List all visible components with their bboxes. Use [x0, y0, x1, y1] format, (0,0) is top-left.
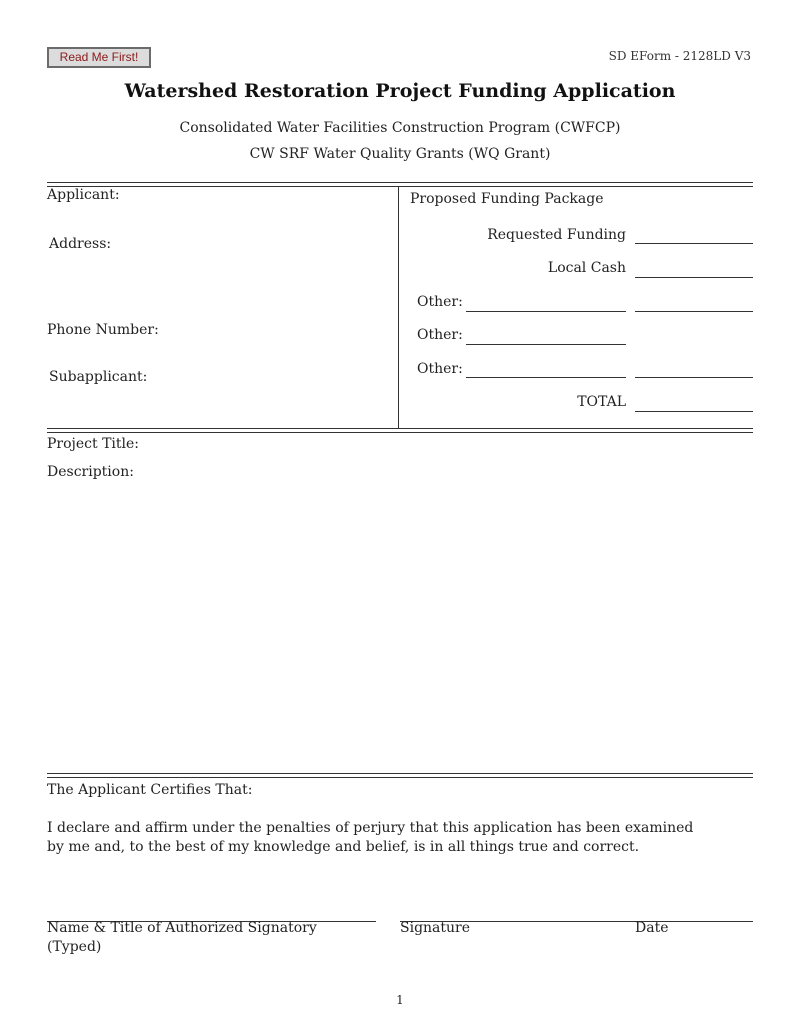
project-title-label: Project Title: — [47, 436, 140, 452]
column-divider — [398, 186, 399, 428]
declaration-line-1: I declare and affirm under the penalties of perjury that this application has been examined — [47, 820, 694, 836]
declaration-line-2: by me and, to the best of my knowledge and belief, is in all things true and correct. — [47, 839, 640, 855]
program-subtitle: Consolidated Water Facilities Construction Program (CWFCP) — [179, 120, 621, 136]
other-label-2: Other: — [417, 327, 463, 343]
form-id: SD EForm - 2128LD V3 — [608, 49, 751, 63]
description-label: Description: — [47, 464, 134, 480]
name-title-label: Name & Title of Authorized Signatory — [47, 920, 317, 936]
other-description-field-2[interactable] — [466, 344, 626, 345]
typed-label: (Typed) — [47, 939, 102, 955]
read-me-first-button[interactable]: Read Me First! — [47, 47, 151, 68]
declaration-text — [47, 819, 757, 857]
other-description-field-3[interactable] — [466, 377, 626, 378]
date-label: Date — [635, 920, 669, 936]
other-label-1: Other: — [417, 294, 463, 310]
other-label-3: Other: — [417, 361, 463, 377]
local-cash-amount-field[interactable] — [635, 277, 753, 278]
section-divider-bottom — [47, 773, 753, 778]
phone-number-label: Phone Number: — [47, 322, 159, 338]
total-label: TOTAL — [577, 394, 626, 410]
grant-subtitle: CW SRF Water Quality Grants (WQ Grant) — [249, 146, 551, 162]
address-label: Address: — [49, 236, 112, 252]
other-amount-field-3[interactable] — [635, 377, 753, 378]
signature-label: Signature — [400, 920, 471, 936]
page-number: 1 — [396, 993, 404, 1007]
total-amount-field[interactable] — [635, 411, 753, 412]
other-amount-field-1[interactable] — [635, 311, 753, 312]
other-description-field-1[interactable] — [466, 311, 626, 312]
applicant-label: Applicant: — [47, 187, 120, 203]
page-title: Watershed Restoration Project Funding Application — [124, 80, 676, 102]
requested-funding-amount-field[interactable] — [635, 243, 753, 244]
local-cash-label: Local Cash — [547, 260, 626, 276]
certification-heading: The Applicant Certifies That: — [47, 782, 253, 798]
section-divider-middle — [47, 428, 753, 433]
subapplicant-label: Subapplicant: — [49, 369, 148, 385]
section-divider-top — [47, 182, 753, 187]
requested-funding-label: Requested Funding — [487, 227, 626, 243]
funding-package-heading: Proposed Funding Package — [410, 191, 604, 207]
